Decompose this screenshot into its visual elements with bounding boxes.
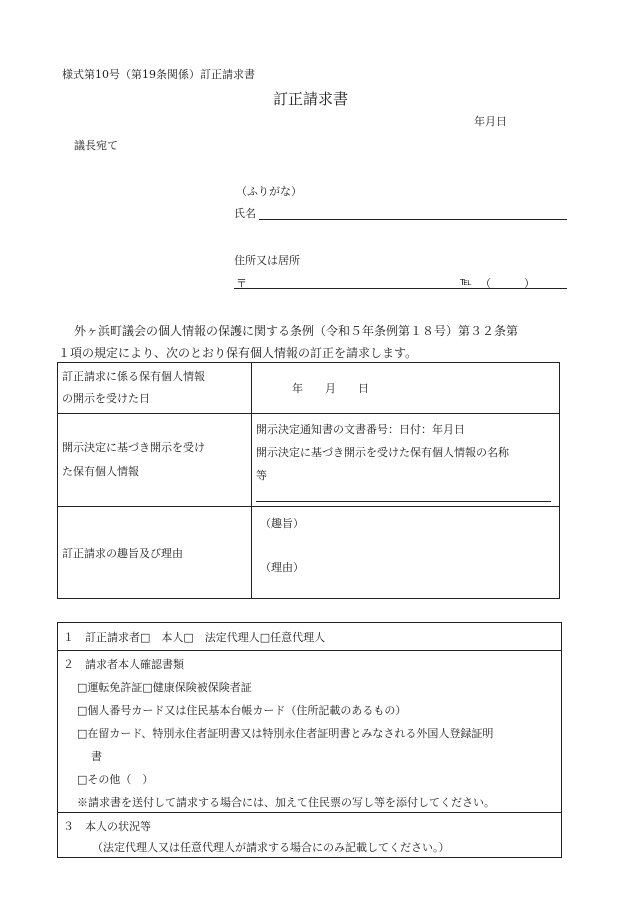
label-line: た保有個人情報 (62, 465, 139, 478)
value-line: 等 (256, 469, 267, 482)
id-doc-item-cont: 書 (91, 750, 102, 763)
info-name-field[interactable] (256, 501, 551, 502)
intro-line-1: 外ヶ浜町議会の個人情報の保護に関する条例（令和５年条例第１８号）第３２条第 (74, 324, 519, 338)
name-field[interactable] (259, 219, 567, 220)
id-doc-item[interactable]: □その他（ ） (77, 773, 154, 786)
addressee: 議長宛て (74, 139, 118, 152)
date-value: 年 月 日 (292, 382, 369, 395)
requester-box (57, 622, 562, 858)
table-row (58, 363, 560, 414)
label-line: 開示決定に基づき開示を受け (62, 441, 205, 454)
postal-mark: 〒 (236, 277, 247, 290)
id-doc-item[interactable]: □運転免許証□健康保険被保険者証 (77, 681, 252, 694)
value-line: 開示決定に基づき開示を受けた保有個人情報の名称 (256, 446, 509, 459)
tel-mark: ℡ (460, 275, 472, 288)
label-line: の開示を受けた日 (62, 392, 150, 405)
divider (58, 812, 561, 813)
id-docs-heading: ２ 請求者本人確認書類 (63, 658, 184, 671)
disclosure-date-label (58, 363, 252, 414)
furigana-label: （ふりがな） (236, 185, 302, 198)
disclosed-info-value[interactable] (252, 414, 560, 507)
name-label: 氏名 (234, 207, 256, 220)
id-docs-note: ※請求書を送付して請求する場合には、加えて住民票の写し等を添付してください。 (77, 796, 495, 809)
disclosed-info-label (58, 414, 252, 507)
purpose-reason-value[interactable] (252, 507, 560, 599)
address-field[interactable] (234, 288, 567, 289)
label-line: 訂正請求の趣旨及び理由 (62, 546, 183, 560)
disclosure-date-value[interactable] (252, 363, 560, 414)
status-heading: ３ 本人の状況等 (63, 820, 151, 833)
label-line: 訂正請求に係る保有個人情報 (62, 370, 205, 383)
date-line: 年月日 (474, 115, 507, 128)
purpose-reason-label (58, 507, 252, 599)
id-doc-item[interactable]: □個人番号カード又は住民基本台帳カード（住所記載のあるもの） (77, 704, 407, 717)
reason-label: （理由） (260, 561, 304, 574)
tel-parens: （ ） (480, 277, 535, 290)
page-title: 訂正請求書 (273, 90, 349, 108)
request-table (57, 362, 560, 599)
table-row (58, 507, 560, 599)
value-line: 開示決定通知書の文書番号：日付：年月日 (256, 423, 465, 436)
requester-type[interactable]: １ 訂正請求者□ 本人□ 法定代理人□任意代理人 (63, 631, 326, 644)
divider (58, 650, 561, 651)
purpose-label: （趣旨） (260, 517, 304, 530)
table-row (58, 414, 560, 507)
form-number: 様式第10号（第19条関係）訂正請求書 (62, 68, 255, 81)
id-doc-item[interactable]: □在留カード、特別永住者証明書又は特別永住者証明書とみなされる外国人登録証明 (77, 727, 494, 740)
address-label: 住所又は居所 (234, 254, 300, 267)
intro-line-2: １項の規定により、次のとおり保有個人情報の訂正を請求します。 (58, 346, 418, 360)
status-note: （法定代理人又は任意代理人が請求する場合にのみ記載してください。） (92, 841, 450, 854)
